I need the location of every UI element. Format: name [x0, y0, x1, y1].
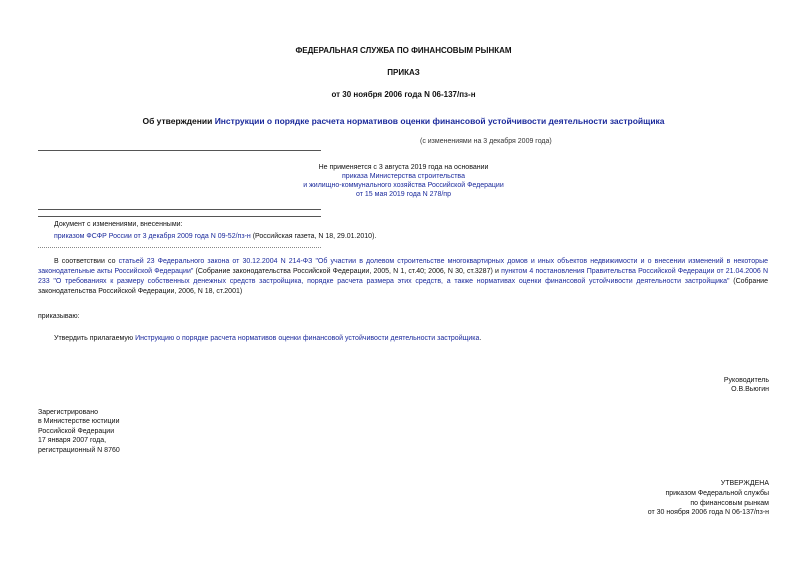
registration-line: в Министерстве юстиции — [38, 418, 120, 426]
approve-text: Утвердить прилагаемую — [54, 335, 136, 342]
government-resolution-link[interactable]: пунктом 4 постановления Правительства Российской Федерации от 21.04.2006 N 233 "О требованиях к размеру собственных денежных средств застройщика, порядке расчета размера этих средств, а также нормативах оценки финансовой устойчивости деятельности застройщика" — [38, 268, 769, 286]
preamble-text: В соответствии со — [54, 258, 119, 265]
signatory-name: О.В.Вьюгин — [731, 386, 769, 394]
not-applicable-link-line[interactable]: и жилищно-коммунального хозяйства Российской Федерации — [303, 182, 504, 190]
registration-line: 17 января 2007 года, — [38, 437, 107, 445]
divider — [38, 247, 321, 248]
title-instruction-link[interactable]: Инструкции о порядке расчета нормативов оценки финансовой устойчивости деятельности застройщика — [214, 116, 665, 126]
divider — [38, 150, 321, 151]
preamble-text: (Собрание законодательства Российской Федерации, 2006, N 18, ст.2001) — [38, 278, 768, 296]
divider — [38, 209, 321, 210]
changes-block — [54, 220, 774, 241]
document-title — [0, 116, 807, 127]
amendments-note: (с изменениями на 3 декабря 2009 года) — [420, 138, 552, 145]
approved-line: от 30 ноября 2006 года N 06-137/пз-н — [647, 509, 769, 517]
order-word: приказываю: — [38, 313, 80, 320]
not-applicable-block — [0, 163, 807, 199]
signature-block — [724, 376, 769, 394]
preamble-paragraph — [38, 257, 768, 298]
approved-line: приказом Федеральной службы — [665, 489, 769, 497]
not-applicable-link-line[interactable]: приказа Министерства строительства — [342, 173, 465, 181]
preamble-text: (Собрание законодательства Российской Федерации, 2005, N 1, ст.40; 2006, N 30, ст.3287) и — [193, 268, 502, 276]
registration-line: регистрационный N 8760 — [38, 446, 120, 454]
not-applicable-line: Не применяется с 3 августа 2019 года на основании — [318, 164, 489, 171]
approved-line: УТВЕРЖДЕНА — [720, 480, 769, 487]
changes-source: (Российская газета, N 18, 29.01.2010). — [250, 233, 377, 241]
changes-label: Документ с изменениями, внесенными: — [54, 221, 183, 228]
approved-block — [648, 479, 769, 518]
registration-line: Российской Федерации — [38, 427, 115, 435]
signatory-position: Руководитель — [723, 377, 769, 384]
doc-type-heading: ПРИКАЗ — [387, 68, 420, 77]
divider — [38, 216, 321, 217]
approved-instruction-link[interactable]: Инструкцию о порядке расчета нормативов оценки финансовой устойчивости деятельности застройщика — [135, 335, 480, 342]
approve-paragraph — [54, 334, 774, 343]
approved-line: по финансовым рынкам — [690, 499, 769, 507]
changes-order-link[interactable]: приказом ФСФР России от 3 декабря 2009 года N 09-52/пз-н — [54, 233, 251, 241]
approve-text: . — [479, 335, 482, 342]
agency-heading: ФЕДЕРАЛЬНАЯ СЛУЖБА ПО ФИНАНСОВЫМ РЫНКАМ — [295, 46, 512, 55]
doc-date-heading: от 30 ноября 2006 года N 06-137/пз-н — [331, 90, 476, 99]
title-prefix: Об утверждении — [142, 116, 215, 126]
law-article-link[interactable]: статьей 23 Федерального закона от 30.12.2004 N 214-ФЗ "Об участии в долевом строительстве многоквартирных домов и иных объектов недвижимости и о внесении изменений в некоторые законодательные акты Российской Федерации" — [38, 258, 768, 276]
not-applicable-link-line[interactable]: от 15 мая 2019 года N 278/пр — [356, 191, 451, 199]
registration-block — [38, 408, 120, 455]
registration-line: Зарегистрировано — [38, 409, 98, 416]
